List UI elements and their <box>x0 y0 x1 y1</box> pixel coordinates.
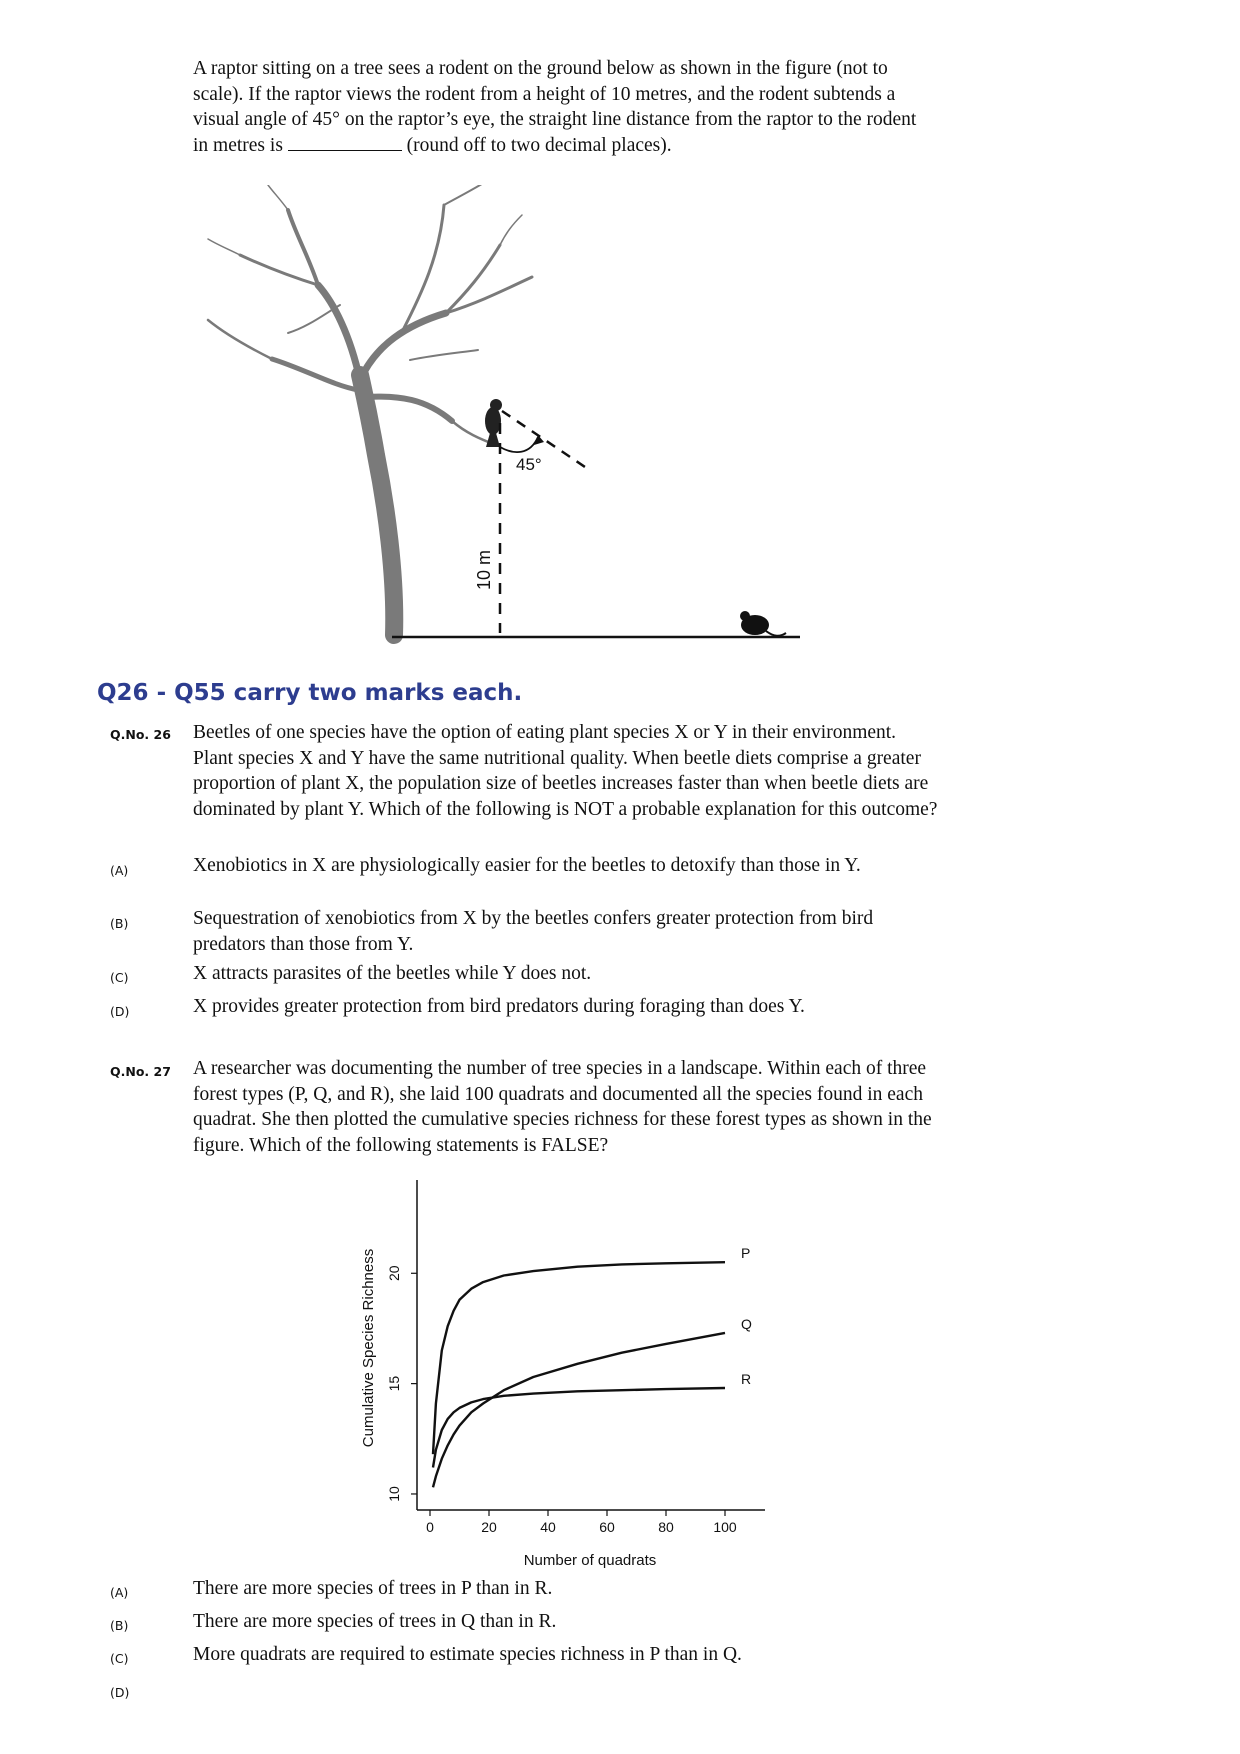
raptor-question-text-a: A raptor sitting on a tree sees a rodent on the ground below as shown in the figure (not to scale). If the raptor views the rodent from a height of 10 metres, and the rodent subtends a visual angle of 45° on the raptor’s eye, the straight line distance from the raptor to the rodent in metres is <box>193 58 917 156</box>
q26-option-a-text: Xenobiotics in X are physiologically easier for the beetles to detoxify than those in Y. <box>193 855 861 876</box>
y-tick-label: 10 <box>386 1486 402 1502</box>
q26-option-c-text: X attracts parasites of the beetles while Y does not. <box>193 963 592 984</box>
q26-number: Q.No. 26 <box>110 727 171 742</box>
q27-number: Q.No. 27 <box>110 1064 171 1079</box>
species-richness-chart <box>355 1180 795 1570</box>
x-tick-label: 40 <box>540 1519 556 1535</box>
height-label: 10 m <box>474 549 494 591</box>
raptor-question-text-b: (round off to two decimal places). <box>406 134 672 156</box>
q27-question-text: A researcher was documenting the number of tree species in a landscape. Within each of three forest types (P, Q, and R), she laid 100 quadrats and documented all the species found in each quadrat. She then plotted the cumulative species richness for these forest types as shown in the figure. Which of the following statements is FALSE? <box>193 1058 932 1156</box>
rodent-icon <box>740 611 786 636</box>
x-axis-label: Number of quadrats <box>523 1552 657 1569</box>
series-label-r: R <box>741 1371 752 1388</box>
series-label-q: Q <box>741 1315 752 1332</box>
x-tick-label: 60 <box>599 1519 615 1535</box>
q26-option-d-text: X provides greater protection from bird predators during foraging than does Y. <box>193 996 805 1017</box>
section-heading: Q26 - Q55 carry two marks each. <box>97 680 523 706</box>
y-tick-label: 15 <box>386 1375 402 1392</box>
y-axis-label: Cumulative Species Richness <box>360 1248 377 1448</box>
q26-option-a-label[interactable]: (A) <box>110 863 129 878</box>
q27-option-c-text: More quadrats are required to estimate species richness in P than in Q. <box>193 1644 742 1665</box>
q26-option-c-label[interactable]: (C) <box>110 970 129 985</box>
series-line-p <box>433 1262 725 1454</box>
q26-question-text: Beetles of one species have the option of eating plant species X or Y in their environment. Plant species X and Y have the same nutritional quality. When beetle diets comprise a greater proportion of plant X, the population size of beetles increases faster than when beetle diets are dominated by plant Y. Which of the following is NOT a probable explanation for this outcome? <box>193 722 938 820</box>
q26-option-d-label[interactable]: (D) <box>110 1004 130 1019</box>
raptor-question-text <box>193 56 933 158</box>
x-tick-label: 100 <box>713 1519 737 1535</box>
q27-option-a-label[interactable]: (A) <box>110 1585 129 1600</box>
q26-option-b-text: Sequestration of xenobiotics from X by the beetles confers greater protection from bird predators than those from Y. <box>193 908 874 955</box>
q27-option-b-label[interactable]: (B) <box>110 1618 129 1633</box>
q26-option-b-label[interactable]: (B) <box>110 916 129 931</box>
y-tick-label: 20 <box>386 1265 402 1282</box>
series-line-r <box>433 1388 725 1468</box>
angle-label: 45° <box>516 455 542 474</box>
answer-blank <box>288 135 402 151</box>
q27-option-b-text: There are more species of trees in Q than in R. <box>193 1611 557 1632</box>
x-tick-label: 0 <box>426 1519 434 1535</box>
q27-option-c-label[interactable]: (C) <box>110 1651 129 1666</box>
q27-option-a-text: There are more species of trees in P than in R. <box>193 1578 553 1599</box>
raptor-figure <box>200 185 820 645</box>
q27-option-d-label[interactable]: (D) <box>110 1685 130 1700</box>
distance-guide-lines <box>500 411 585 633</box>
series-label-p: P <box>741 1245 751 1262</box>
x-tick-label: 20 <box>481 1519 497 1535</box>
series-line-q <box>433 1333 725 1487</box>
x-tick-label: 80 <box>658 1519 674 1535</box>
